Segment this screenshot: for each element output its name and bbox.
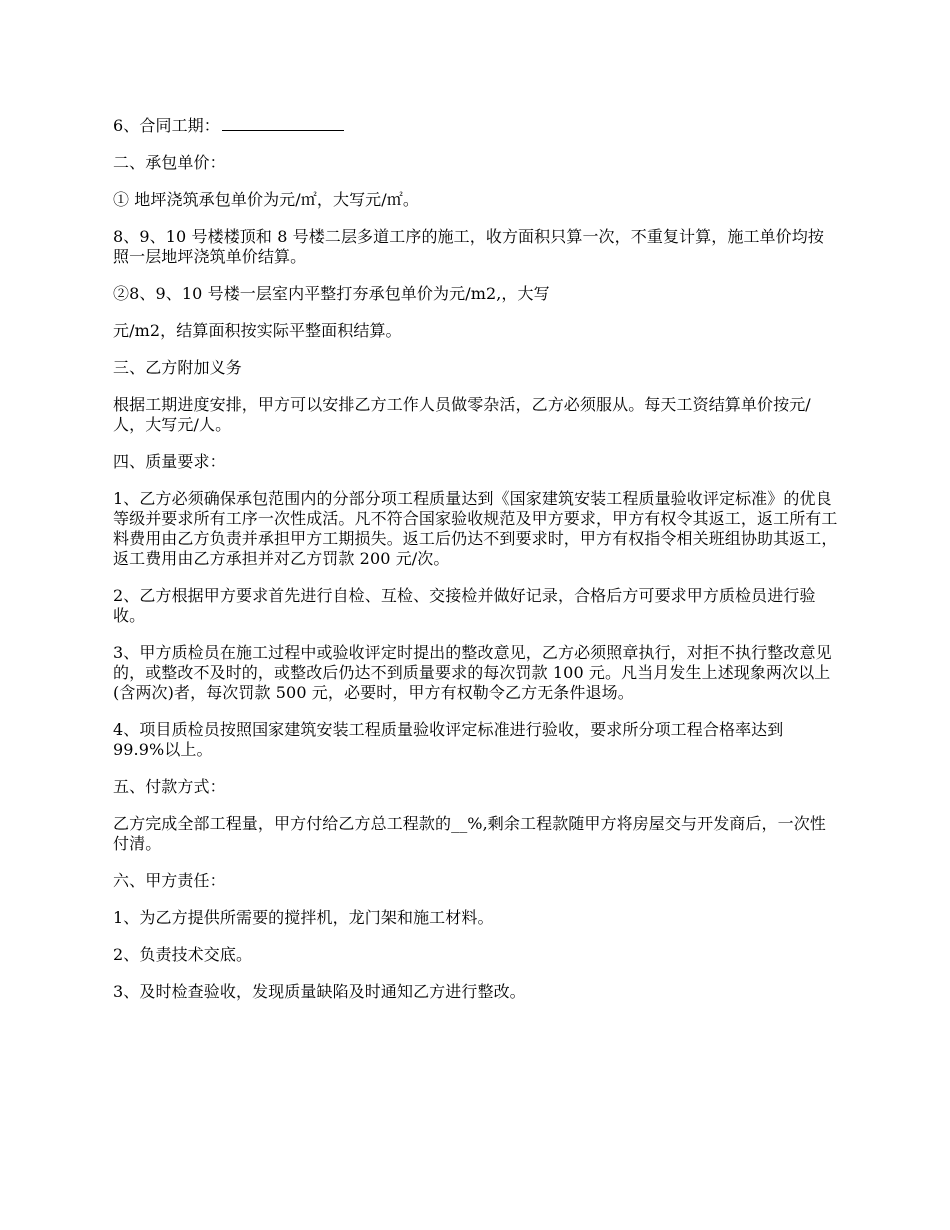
payment-text: 乙方完成全部工程量，甲方付给乙方总工程款的__%,剩余工程款随甲方将房屋交与开发商后，一次性付清。 [113,814,826,853]
quality-item-3: 3、甲方质检员在施工过程中或验收评定时提出的整改意见，乙方必须照章执行，对拒不执行整改意见的，或整改不及时的，或整改后仍达不到质量要求的每次罚款 100 元。凡当月发生上述现象两次以上(含两次)者，每次罚款 500 元，必要时，甲方有权勒令乙方无条件退场。 [113,643,832,702]
duty-item-1: 1、为乙方提供所需要的搅拌机，龙门架和施工材料。 [113,908,494,927]
contract-period-line [113,116,838,136]
duty-item-2: 2、负责技术交底。 [113,945,253,964]
section-3-text: 根据工期进度安排，甲方可以安排乙方工作人员做零杂活，乙方必须服从。每天工资结算单价按元/人，大写元/人。 [113,395,811,434]
section-4-heading: 四、质量要求： [113,452,226,471]
contract-period-label: 6、合同工期： [113,116,220,135]
section-2-heading: 二、承包单价： [113,153,226,172]
item-1-note: 8、9、10 号楼楼顶和 8 号楼二层多道工序的施工，收方面积只算一次，不重复计算，施工单价均按照一层地坪浇筑单价结算。 [113,227,824,266]
duty-item-3: 3、及时检查验收，发现质量缺陷及时通知乙方进行整改。 [113,982,526,1001]
item-2-price: ②8、9、10 号楼一层室内平整打夯承包单价为元/m2,，大写 [113,284,550,303]
section-3-heading: 三、乙方附加义务 [113,358,242,377]
quality-item-4: 4、项目质检员按照国家建筑安装工程质量验收评定标准进行验收，要求所分项工程合格率达到 99.9%以上。 [113,720,784,759]
section-6-heading: 六、甲方责任： [113,871,226,890]
item-1-price: ① 地坪浇筑承包单价为元/㎡，大写元/㎡。 [113,190,419,209]
quality-item-2: 2、乙方根据甲方要求首先进行自检、互检、交接检并做好记录，合格后方可要求甲方质检员进行验收。 [113,586,816,625]
contract-period-blank [222,116,344,131]
quality-item-1: 1、乙方必须确保承包范围内的分部分项工程质量达到《国家建筑安装工程质量验收评定标准》的优良等级并要求所有工序一次性成活。凡不符合国家验收规范及甲方要求，甲方有权令其返工，返工所有工料费用由乙方负责并承担甲方工期损失。返工后仍达不到要求时，甲方有权指令相关班组协助其返工，返工费用由乙方承担并对乙方罚款 200 元/次。 [113,489,838,568]
item-2-continuation: 元/m2，结算面积按实际平整面积结算。 [113,321,402,340]
section-5-heading: 五、付款方式： [113,777,226,796]
